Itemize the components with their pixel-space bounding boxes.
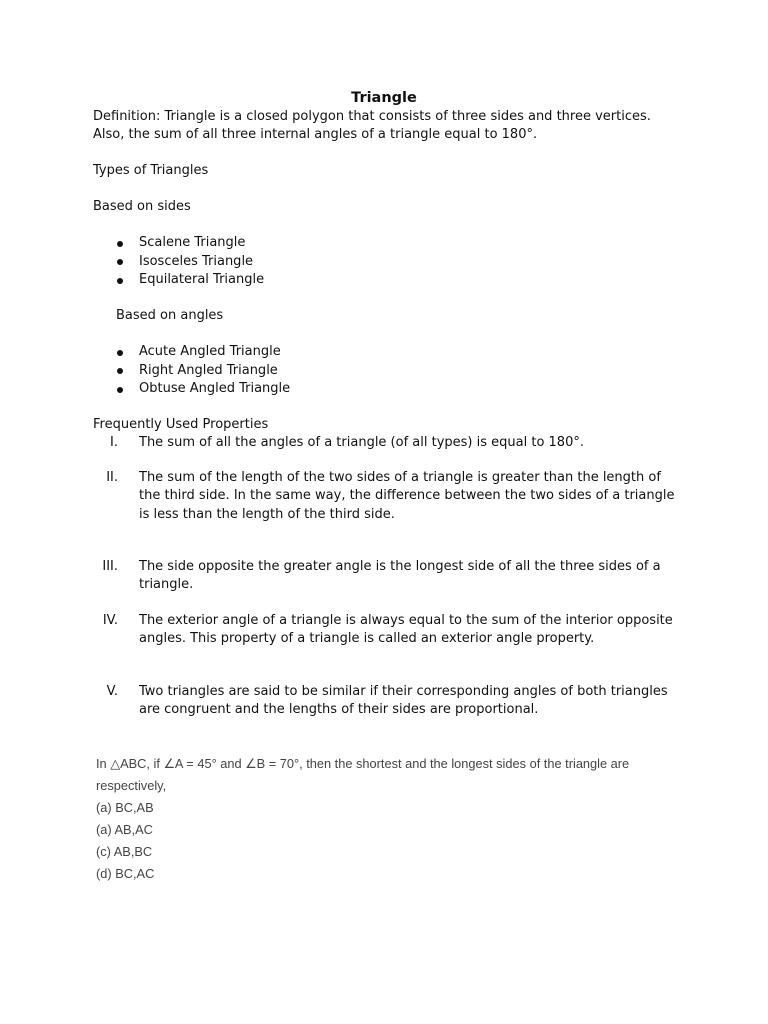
properties-heading: Frequently Used Properties — [93, 417, 269, 432]
bullet-icon — [117, 259, 123, 265]
bullet-icon — [117, 350, 123, 356]
property-number: IV. — [102, 613, 118, 628]
property-text: The sum of the length of the two sides of a triangle is greater than the length of the third side. In the same way, the difference between the two sides of a triangle is less than the length of the third side. — [139, 470, 675, 522]
sides-list — [93, 234, 264, 290]
list-item: Obtuse Angled Triangle — [93, 380, 290, 399]
property-number: I. — [110, 435, 118, 450]
option-3: (c) AB,BC — [96, 844, 153, 859]
option-2: (a) AB,AC — [96, 822, 153, 837]
option-1: (a) BC,AB — [96, 800, 154, 815]
angles-heading: Based on angles — [116, 308, 224, 323]
property-text: Two triangles are said to be similar if their corresponding angles of both triangles are congruent and the lengths of their sides are proportional. — [139, 684, 668, 718]
angles-list — [93, 343, 290, 399]
question-block — [93, 753, 680, 885]
list-item: Isosceles Triangle — [93, 253, 264, 272]
definition-paragraph: Definition: Triangle is a closed polygon that consists of three sides and three vertices. Also, the sum of all three internal angles of a triangle equal to 180°. — [93, 109, 651, 143]
list-item: Equilateral Triangle — [93, 271, 264, 290]
bullet-icon — [117, 387, 123, 393]
property-number: III. — [102, 559, 118, 574]
question-text: In △ABC, if ∠A = 45° and ∠B = 70°, then the shortest and the longest sides of the triangle are respectively, — [96, 756, 630, 793]
bullet-icon — [117, 368, 123, 374]
option-4: (d) BC,AC — [96, 866, 155, 881]
bullet-icon — [117, 241, 123, 247]
bullet-icon — [117, 278, 123, 284]
property-number: V. — [106, 684, 118, 699]
sides-heading: Based on sides — [93, 199, 191, 214]
list-item: Right Angled Triangle — [93, 362, 290, 381]
property-text: The exterior angle of a triangle is always equal to the sum of the interior opposite angles. This property of a triangle is called an exterior angle property. — [139, 613, 673, 647]
page-title: Triangle — [351, 90, 417, 106]
property-number: II. — [106, 470, 118, 485]
property-text: The sum of all the angles of a triangle (of all types) is equal to 180°. — [139, 435, 584, 450]
types-heading: Types of Triangles — [93, 163, 209, 178]
list-item: Scalene Triangle — [93, 234, 264, 253]
property-text: The side opposite the greater angle is the longest side of all the three sides of a triangle. — [139, 559, 661, 593]
list-item: Acute Angled Triangle — [93, 343, 290, 362]
